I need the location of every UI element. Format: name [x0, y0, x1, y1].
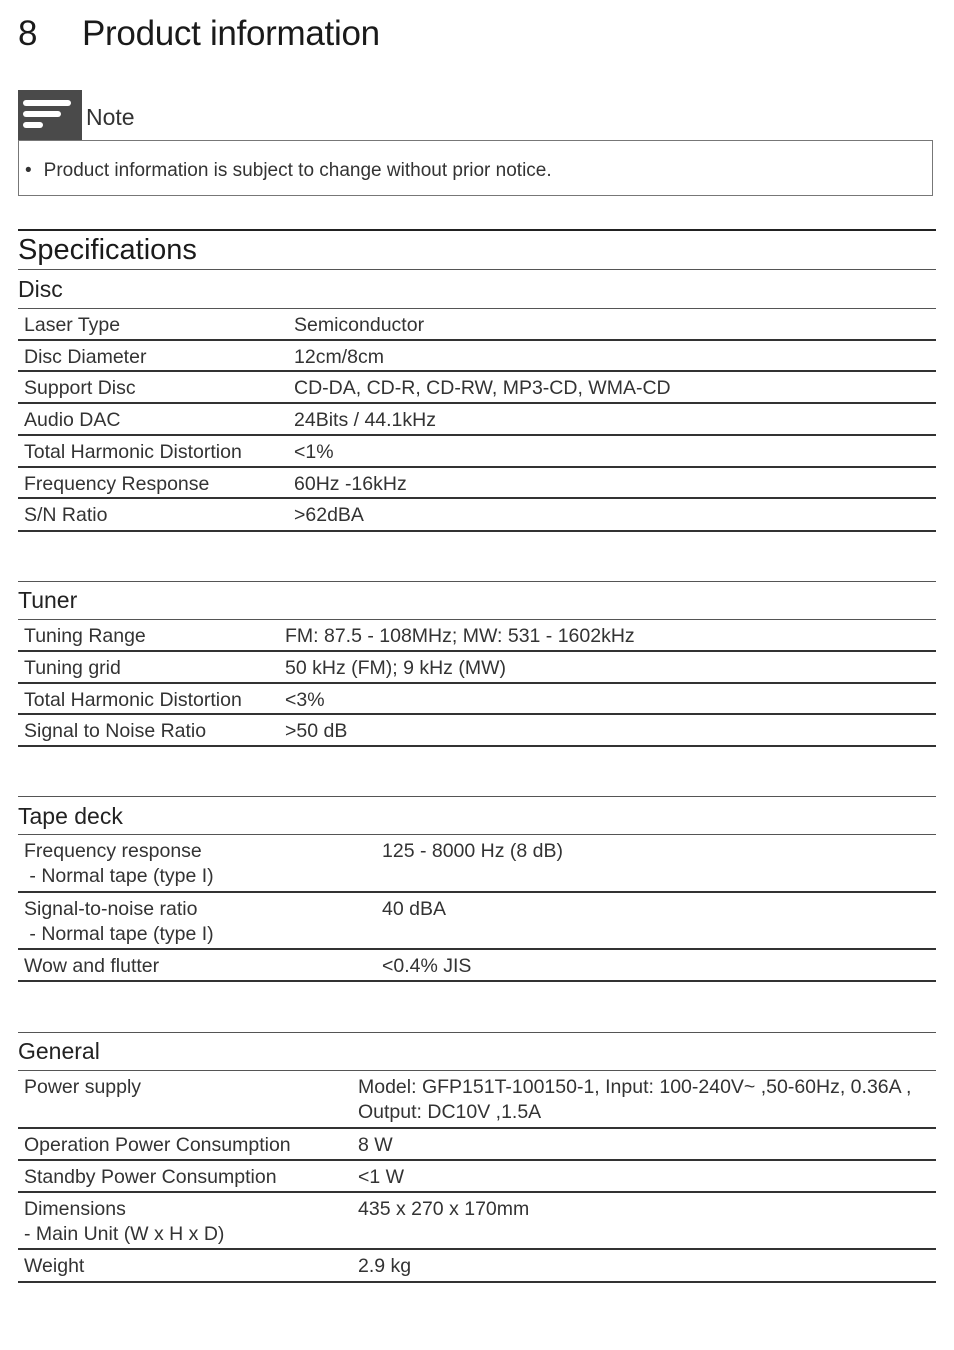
- specifications-title: Specifications: [18, 234, 197, 266]
- spec-value: 12cm/8cm: [294, 346, 384, 368]
- chapter-title: Product information: [82, 14, 380, 53]
- divider: [18, 269, 936, 270]
- spec-value: >50 dB: [285, 720, 348, 742]
- spec-value: 40 dBA: [382, 898, 446, 920]
- spec-row: [18, 652, 936, 684]
- spec-row: [18, 1250, 936, 1283]
- bullet: •: [25, 160, 32, 181]
- spec-value: <1%: [294, 441, 334, 463]
- spec-row: [18, 1071, 936, 1129]
- divider: [18, 1032, 936, 1033]
- divider: [18, 581, 936, 582]
- spec-row: [18, 309, 936, 341]
- spec-value: >62dBA: [294, 504, 364, 526]
- note-icon: [18, 90, 82, 140]
- spec-key: Signal to Noise Ratio: [24, 720, 207, 742]
- spec-key: Frequency Response: [24, 473, 210, 495]
- spec-key: Signal-to-noise ratio - Normal tape (type I): [24, 898, 214, 945]
- spec-row: [18, 404, 936, 436]
- spec-row: [18, 468, 936, 499]
- spec-value: 60Hz -16kHz: [294, 473, 407, 495]
- spec-key: Total Harmonic Distortion: [24, 441, 242, 463]
- spec-key: S/N Ratio: [24, 504, 108, 526]
- spec-value: Semiconductor: [294, 314, 425, 336]
- spec-row: [18, 1193, 936, 1250]
- spec-value: <3%: [285, 689, 325, 711]
- spec-key: Support Disc: [24, 377, 136, 399]
- disc-section-title: Disc: [18, 276, 63, 302]
- spec-row: [18, 715, 936, 747]
- spec-key: Weight: [24, 1255, 85, 1277]
- spec-key: Disc Diameter: [24, 346, 147, 368]
- spec-row: [18, 684, 936, 715]
- general-section-title: General: [18, 1038, 100, 1064]
- spec-key: Tuning Range: [24, 625, 146, 647]
- spec-key: Laser Type: [24, 314, 121, 336]
- spec-key: Frequency response - Normal tape (type I): [24, 840, 214, 887]
- spec-value: FM: 87.5 - 108MHz; MW: 531 - 1602kHz: [285, 625, 635, 647]
- tuner-section-title: Tuner: [18, 587, 78, 613]
- section-rule: [18, 229, 936, 231]
- divider: [18, 796, 936, 797]
- chapter-heading: [18, 14, 380, 54]
- spec-row: [18, 499, 936, 532]
- spec-value: 125 - 8000 Hz (8 dB): [382, 840, 564, 862]
- spec-key: Power supply: [24, 1076, 142, 1098]
- spec-row: [18, 1129, 936, 1161]
- spec-value: 50 kHz (FM); 9 kHz (MW): [285, 657, 506, 679]
- spec-key: Standby Power Consumption: [24, 1166, 277, 1188]
- spec-value: 8 W: [358, 1134, 393, 1156]
- spec-value: CD-DA, CD-R, CD-RW, MP3-CD, WMA-CD: [294, 377, 671, 399]
- spec-value: 2.9 kg: [358, 1255, 412, 1277]
- spec-row: [18, 1161, 936, 1193]
- spec-row: [18, 950, 936, 982]
- note-text: Product information is subject to change without prior notice.: [43, 160, 552, 181]
- spec-row: [18, 620, 936, 652]
- spec-value: <1 W: [358, 1166, 405, 1188]
- spec-key: Audio DAC: [24, 409, 121, 431]
- spec-value: <0.4% JIS: [382, 955, 472, 977]
- spec-row: [18, 893, 936, 950]
- tape-section-title: Tape deck: [18, 803, 123, 829]
- spec-value: Model: GFP151T-100150-1, Input: 100-240V~ ,50-60Hz, 0.36A , Output: DC10V ,1.5A: [358, 1076, 912, 1123]
- spec-value: 24Bits / 44.1kHz: [294, 409, 436, 431]
- spec-key: Wow and flutter: [24, 955, 160, 977]
- spec-row: [18, 436, 936, 468]
- spec-key: Dimensions - Main Unit (W x H x D): [24, 1198, 225, 1245]
- note-box: [18, 140, 933, 196]
- chapter-number: 8: [18, 14, 38, 53]
- spec-key: Operation Power Consumption: [24, 1134, 291, 1156]
- spec-row: [18, 341, 936, 372]
- spec-key: Total Harmonic Distortion: [24, 689, 242, 711]
- spec-value: 435 x 270 x 170mm: [358, 1198, 530, 1220]
- note-label: Note: [86, 104, 135, 130]
- spec-key: Tuning grid: [24, 657, 121, 679]
- spec-row: [18, 835, 936, 893]
- spec-row: [18, 372, 936, 404]
